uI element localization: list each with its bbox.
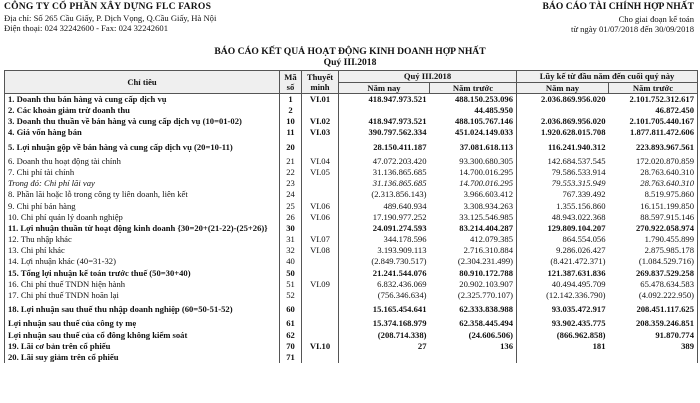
row-code: 70 <box>280 340 302 351</box>
table-row <box>5 94 698 105</box>
value-quarter-last-year: 3.308.934.263 <box>463 200 513 211</box>
row-note-ref: VI.10 <box>302 340 339 351</box>
value-ytd-this-year: 79.586.533.914 <box>517 167 609 178</box>
value-ytd-this-year: 93.035.472.917 <box>517 304 609 315</box>
value-quarter-this-year: 31.136.865.685 <box>339 167 430 178</box>
row-code: 60 <box>280 304 302 315</box>
value-ytd-last-year: 88.597.915.146 <box>609 211 698 222</box>
row-code: 71 <box>280 352 302 363</box>
row-label: 7. Chi phí tài chính <box>5 167 280 178</box>
report-title-block <box>0 47 700 68</box>
row-note-ref <box>302 329 339 340</box>
value-ytd-this-year: 93.902.435.775 <box>517 318 609 329</box>
row-code: 2 <box>280 105 302 116</box>
value-ytd-last-year: (4.092.222.950) <box>609 290 698 301</box>
row-note-ref <box>302 256 339 267</box>
company-name: CÔNG TY CỔ PHẦN XÂY DỰNG FLC FAROS <box>4 1 212 12</box>
row-label: 3. Doanh thu thuần về bán hàng và cung cấp dịch vụ (10=01-02) <box>5 116 280 127</box>
row-note-ref <box>302 223 339 234</box>
col-thuyet-minh <box>302 71 339 94</box>
col-ytd-nam-truoc: Năm trước <box>609 82 698 94</box>
value-quarter-last-year: 14.700.016.295 <box>459 166 513 177</box>
row-note-ref: VI.01 <box>302 94 339 105</box>
table-row <box>5 234 698 245</box>
value-ytd-this-year <box>517 105 609 116</box>
row-label: 20. Lãi suy giảm trên cổ phiếu <box>5 352 280 363</box>
row-label: 10. Chi phí quản lý doanh nghiệp <box>5 211 280 222</box>
value-ytd-last-year: 2.101.705.440.167 <box>609 116 698 127</box>
row-code: 61 <box>280 318 302 329</box>
table-row <box>5 178 698 189</box>
row-note-ref: VI.04 <box>302 155 339 166</box>
row-code: 10 <box>280 116 302 127</box>
row-label: 9. Chi phí bán hàng <box>5 200 280 211</box>
value-quarter-this-year <box>339 352 430 363</box>
value-ytd-this-year: (8.421.472.371) <box>517 256 609 267</box>
row-label: 16. Chi phí thuế TNDN hiện hành <box>5 279 280 290</box>
value-ytd-last-year: 1.877.811.472.606 <box>609 127 698 138</box>
row-label: 6. Doanh thu hoạt động tài chính <box>5 155 280 166</box>
value-ytd-last-year: 269.837.529.258 <box>609 267 698 278</box>
value-quarter-this-year: (756.346.634) <box>339 290 430 301</box>
table-row <box>5 290 698 301</box>
table-row <box>5 105 698 116</box>
row-code: 52 <box>280 290 302 301</box>
row-label: 14. Lợi nhuận khác (40=31-32) <box>5 256 280 267</box>
value-quarter-last-year: 93.300.680.305 <box>459 155 513 166</box>
value-quarter-this-year: 489.640.934 <box>339 200 430 211</box>
value-ytd-this-year: 121.387.631.836 <box>517 267 609 278</box>
value-ytd-last-year: 2.101.752.312.617 <box>609 94 698 105</box>
row-note-ref: VI.02 <box>302 116 339 127</box>
table-header <box>5 71 698 94</box>
value-ytd-this-year: (866.962.858) <box>517 329 609 340</box>
value-ytd-last-year: 389 <box>609 340 698 351</box>
table-row <box>5 127 698 138</box>
value-quarter-this-year: 15.165.454.641 <box>339 304 430 315</box>
row-code: 50 <box>280 267 302 278</box>
value-ytd-this-year: 181 <box>517 340 609 351</box>
value-ytd-last-year: 172.020.870.859 <box>609 155 698 166</box>
report-type: BÁO CÁO TÀI CHÍNH HỢP NHẤT <box>542 1 694 12</box>
table-row <box>5 340 698 351</box>
row-label: Lợi nhuận sau thuế của công ty mẹ <box>5 318 280 329</box>
row-label: 18. Lợi nhuận sau thuế thu nhập doanh nghiệp (60=50-51-52) <box>5 304 280 315</box>
table-row <box>5 167 698 178</box>
row-note-ref: VI.08 <box>302 245 339 256</box>
col-thuyet-minh-line2: minh <box>310 82 330 92</box>
value-ytd-last-year: 270.922.058.974 <box>609 223 698 234</box>
value-quarter-this-year: 31.136.865.685 <box>339 178 430 189</box>
value-quarter-this-year: 21.241.544.076 <box>339 267 430 278</box>
row-label: 15. Tổng lợi nhuận kế toán trước thuế (50=30+40) <box>5 267 280 278</box>
table-row <box>5 256 698 267</box>
table-body <box>5 94 698 363</box>
row-code: 30 <box>280 223 302 234</box>
income-statement-table <box>4 70 698 363</box>
row-code: 31 <box>280 234 302 245</box>
value-quarter-last-year: 488.105.767.146 <box>454 116 513 127</box>
value-ytd-last-year: (1.084.529.716) <box>609 256 698 267</box>
row-label: Trong đó: Chi phí lãi vay <box>5 178 280 189</box>
value-quarter-last-year: 451.024.149.033 <box>454 127 513 138</box>
report-period: từ ngày 01/07/2018 đến 30/09/2018 <box>570 24 694 34</box>
value-ytd-this-year: 1.920.628.015.708 <box>517 127 609 138</box>
value-ytd-last-year: 8.519.975.860 <box>609 189 698 200</box>
value-ytd-this-year: 1.355.156.860 <box>517 200 609 211</box>
value-quarter-this-year: 3.193.909.113 <box>339 245 430 256</box>
company-phone: Điện thoại: 024 32242600 - Fax: 024 32242601 <box>4 23 168 33</box>
value-quarter-this-year <box>339 105 430 116</box>
value-quarter-this-year: 17.190.977.252 <box>339 211 430 222</box>
value-ytd-last-year: 208.451.117.625 <box>609 304 698 315</box>
value-quarter-last-year: 136 <box>500 340 513 351</box>
value-ytd-last-year: 28.763.640.310 <box>609 178 698 189</box>
row-note-ref: VI.09 <box>302 279 339 290</box>
value-ytd-this-year <box>517 352 609 363</box>
value-ytd-last-year: 223.893.967.561 <box>609 141 698 152</box>
table-row <box>5 352 698 363</box>
value-quarter-this-year: 418.947.973.521 <box>339 94 430 105</box>
report-note: Cho giai đoạn kế toán <box>618 13 694 24</box>
row-label: 11. Lợi nhuận thuần từ hoạt động kinh doanh {30=20+(21-22)-(25+26)} <box>5 223 280 234</box>
value-ytd-last-year: 208.359.246.851 <box>609 318 698 329</box>
value-quarter-this-year: 28.150.411.187 <box>339 141 430 152</box>
value-ytd-this-year: 2.036.869.956.020 <box>517 94 609 105</box>
value-ytd-last-year: 2.875.985.178 <box>609 245 698 256</box>
value-quarter-last-year: 412.079.385 <box>470 234 513 245</box>
row-note-ref <box>302 178 339 189</box>
value-quarter-last-year: 3.966.603.412 <box>463 189 513 200</box>
value-ytd-this-year: 48.943.022.368 <box>517 211 609 222</box>
value-quarter-last-year: 62.358.445.494 <box>459 318 513 329</box>
value-quarter-this-year: 6.832.436.069 <box>339 279 430 290</box>
report-title: BÁO CÁO KẾT QUẢ HOẠT ĐỘNG KINH DOANH HỢP NHẤT <box>214 46 486 57</box>
value-ytd-this-year: 129.809.104.207 <box>517 223 609 234</box>
value-quarter-this-year: 47.072.203.420 <box>339 155 430 166</box>
value-ytd-this-year: 767.339.492 <box>517 189 609 200</box>
value-quarter-last-year: 20.902.103.907 <box>459 278 513 289</box>
value-quarter-this-year: 15.374.168.979 <box>339 318 430 329</box>
value-quarter-last-year: 83.214.404.287 <box>459 222 513 233</box>
row-label: 5. Lợi nhuận gộp về bán hàng và cung cấp dịch vụ (20=10-11) <box>5 141 280 152</box>
row-note-ref: VI.06 <box>302 211 339 222</box>
row-code: 26 <box>280 211 302 222</box>
value-ytd-this-year: (12.142.336.790) <box>517 290 609 301</box>
row-note-ref: VI.07 <box>302 234 339 245</box>
col-ma-so <box>280 71 302 94</box>
table-row <box>5 116 698 127</box>
value-quarter-this-year: 344.178.596 <box>339 234 430 245</box>
row-label: 1. Doanh thu bán hàng và cung cấp dịch vụ <box>5 94 280 105</box>
value-quarter-this-year: (2.313.856.143) <box>339 189 430 200</box>
value-ytd-last-year: 1.790.455.899 <box>609 234 698 245</box>
row-code: 25 <box>280 200 302 211</box>
col-ytd: Lũy kế từ đầu năm đến cuối quý này <box>517 71 698 83</box>
table-row <box>5 318 698 329</box>
value-quarter-this-year: 418.947.973.521 <box>339 116 430 127</box>
col-quarter-nam-truoc: Năm trước <box>430 82 517 94</box>
row-note-ref <box>302 290 339 301</box>
value-quarter-last-year: 14.700.016.295 <box>459 178 513 189</box>
row-note-ref <box>302 105 339 116</box>
value-ytd-last-year <box>609 352 698 363</box>
value-quarter-last-year: 80.910.172.788 <box>459 267 513 278</box>
value-ytd-this-year: 116.241.940.312 <box>517 141 609 152</box>
value-quarter-last-year <box>430 352 517 363</box>
value-ytd-last-year: 65.478.634.583 <box>609 279 698 290</box>
row-code: 40 <box>280 256 302 267</box>
table-row <box>5 329 698 340</box>
value-ytd-last-year: 46.872.450 <box>609 105 698 116</box>
report-header <box>543 2 694 35</box>
col-chi-tieu: Chỉ tiêu <box>5 71 280 94</box>
value-quarter-last-year: (24.606.506) <box>468 329 513 340</box>
value-ytd-this-year: 9.286.026.427 <box>517 245 609 256</box>
table-row <box>5 304 698 315</box>
row-label: 2. Các khoản giảm trừ doanh thu <box>5 105 280 116</box>
value-ytd-this-year: 40.494.495.709 <box>517 279 609 290</box>
row-label: 8. Phần lãi hoặc lỗ trong công ty liên doanh, liên kết <box>5 189 280 200</box>
value-quarter-this-year: 390.797.562.334 <box>339 127 430 138</box>
table-row <box>5 189 698 200</box>
value-quarter-last-year: (2.325.770.107) <box>457 290 513 301</box>
table-row <box>5 223 698 234</box>
value-quarter-last-year: 488.150.253.096 <box>454 94 513 105</box>
row-code: 32 <box>280 245 302 256</box>
col-ma-so-line1: Mã <box>284 71 297 82</box>
row-code: 21 <box>280 155 302 166</box>
row-note-ref: VI.06 <box>302 200 339 211</box>
table-row <box>5 211 698 222</box>
value-quarter-last-year: 2.716.310.884 <box>463 245 513 256</box>
value-ytd-this-year: 2.036.869.956.020 <box>517 116 609 127</box>
row-label: 12. Thu nhập khác <box>5 234 280 245</box>
row-code: 51 <box>280 279 302 290</box>
row-code: 22 <box>280 167 302 178</box>
row-code: 11 <box>280 127 302 138</box>
row-note-ref <box>302 318 339 329</box>
row-label: 19. Lãi cơ bản trên cổ phiếu <box>5 340 280 351</box>
value-quarter-last-year: 62.333.838.988 <box>459 304 513 315</box>
company-header <box>4 2 216 34</box>
value-quarter-this-year: 24.091.274.593 <box>339 223 430 234</box>
value-quarter-this-year: (208.714.338) <box>339 329 430 340</box>
table-row <box>5 279 698 290</box>
row-code: 20 <box>280 141 302 152</box>
value-quarter-last-year: 37.081.618.113 <box>459 141 513 152</box>
table-row <box>5 200 698 211</box>
row-code: 23 <box>280 178 302 189</box>
value-ytd-this-year: 142.684.537.545 <box>517 155 609 166</box>
value-ytd-this-year: 79.553.315.949 <box>517 178 609 189</box>
row-note-ref <box>302 189 339 200</box>
row-label: 4. Giá vốn hàng bán <box>5 127 280 138</box>
value-ytd-last-year: 91.870.774 <box>609 329 698 340</box>
row-note-ref <box>302 267 339 278</box>
value-quarter-this-year: (2.849.730.517) <box>339 256 430 267</box>
col-quarter: Quý III.2018 <box>339 71 517 83</box>
row-label: 17. Chi phí thuế TNDN hoãn lại <box>5 290 280 301</box>
value-quarter-last-year: (2.304.231.499) <box>457 256 513 267</box>
company-address: Địa chỉ: Số 265 Cầu Giấy, P. Dịch Vọng, Q.Cầu Giấy, Hà Nội <box>4 12 217 23</box>
table-row <box>5 141 698 152</box>
col-thuyet-minh-line1: Thuyết <box>306 71 334 82</box>
col-quarter-nam-nay: Năm nay <box>339 82 430 94</box>
row-label: Lợi nhuận sau thuế của cổ đông không kiểm soát <box>5 329 280 340</box>
row-note-ref: VI.03 <box>302 127 339 138</box>
report-subtitle: Quý III.2018 <box>323 56 377 68</box>
row-note-ref <box>302 141 339 152</box>
table-row <box>5 267 698 278</box>
table-row <box>5 245 698 256</box>
value-quarter-last-year: 33.125.546.985 <box>459 211 513 222</box>
value-ytd-last-year: 28.763.640.310 <box>609 167 698 178</box>
col-ma-so-line2: số <box>286 82 295 92</box>
row-code: 24 <box>280 189 302 200</box>
row-note-ref <box>302 304 339 315</box>
row-note-ref: VI.05 <box>302 167 339 178</box>
value-ytd-this-year: 864.554.056 <box>517 234 609 245</box>
value-ytd-last-year: 16.151.199.850 <box>609 200 698 211</box>
row-note-ref <box>302 352 339 363</box>
row-code: 62 <box>280 329 302 340</box>
row-label: 13. Chi phí khác <box>5 245 280 256</box>
value-quarter-this-year: 27 <box>339 340 430 351</box>
row-code: 1 <box>280 94 302 105</box>
col-ytd-nam-nay: Năm nay <box>517 82 609 94</box>
table-row <box>5 155 698 166</box>
value-quarter-last-year: 44.485.950 <box>474 105 513 116</box>
